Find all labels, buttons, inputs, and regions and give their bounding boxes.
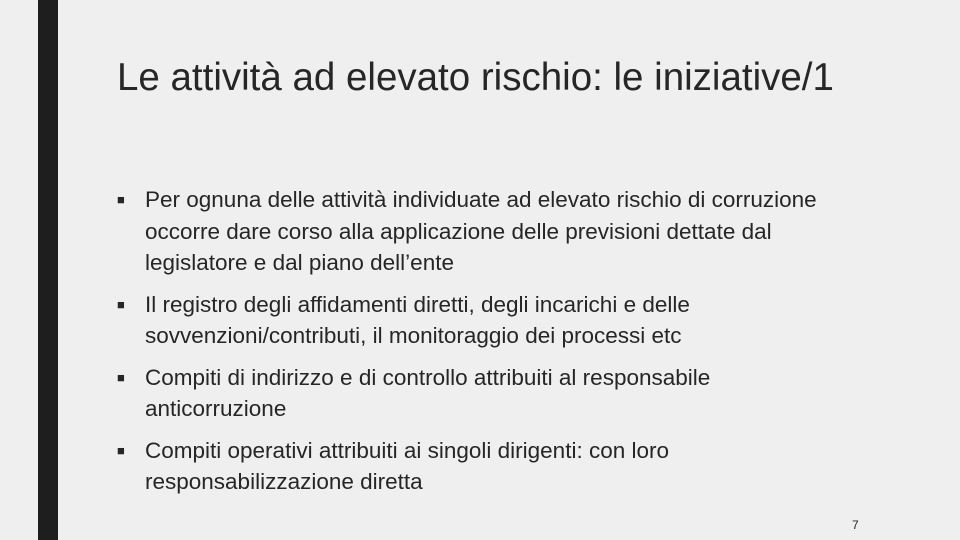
bullet-text: Compiti operativi attribuiti ai singoli dirigenti: con loro responsabilizzazione diretta xyxy=(145,437,669,494)
bullet-text: Compiti di indirizzo e di controllo attribuiti al responsabile anticorruzione xyxy=(145,364,711,421)
bullet-text: Il registro degli affidamenti diretti, degli incarichi e delle sovvenzioni/contributi, il monitoraggio dei processi etc xyxy=(145,291,690,348)
square-bullet-icon: ■ xyxy=(117,296,125,312)
bullet-item xyxy=(117,289,857,352)
square-bullet-icon: ■ xyxy=(117,192,125,207)
slide-title: Le attività ad elevato rischio: le iniziative/1 xyxy=(117,56,834,99)
page-number: 7 xyxy=(852,518,859,532)
bullet-item xyxy=(117,435,857,498)
square-bullet-icon: ■ xyxy=(117,442,125,458)
bullet-item xyxy=(117,362,857,425)
square-bullet-icon: ■ xyxy=(117,369,125,385)
left-accent-bar xyxy=(38,0,58,540)
bullet-list xyxy=(117,184,857,508)
bullet-text: Per ognuna delle attività individuate ad elevato rischio di corruzione occorre dare corso alla applicazione delle previsioni dettate dal legislatore e dal piano dell’ente xyxy=(145,187,817,275)
bullet-item xyxy=(117,184,857,279)
